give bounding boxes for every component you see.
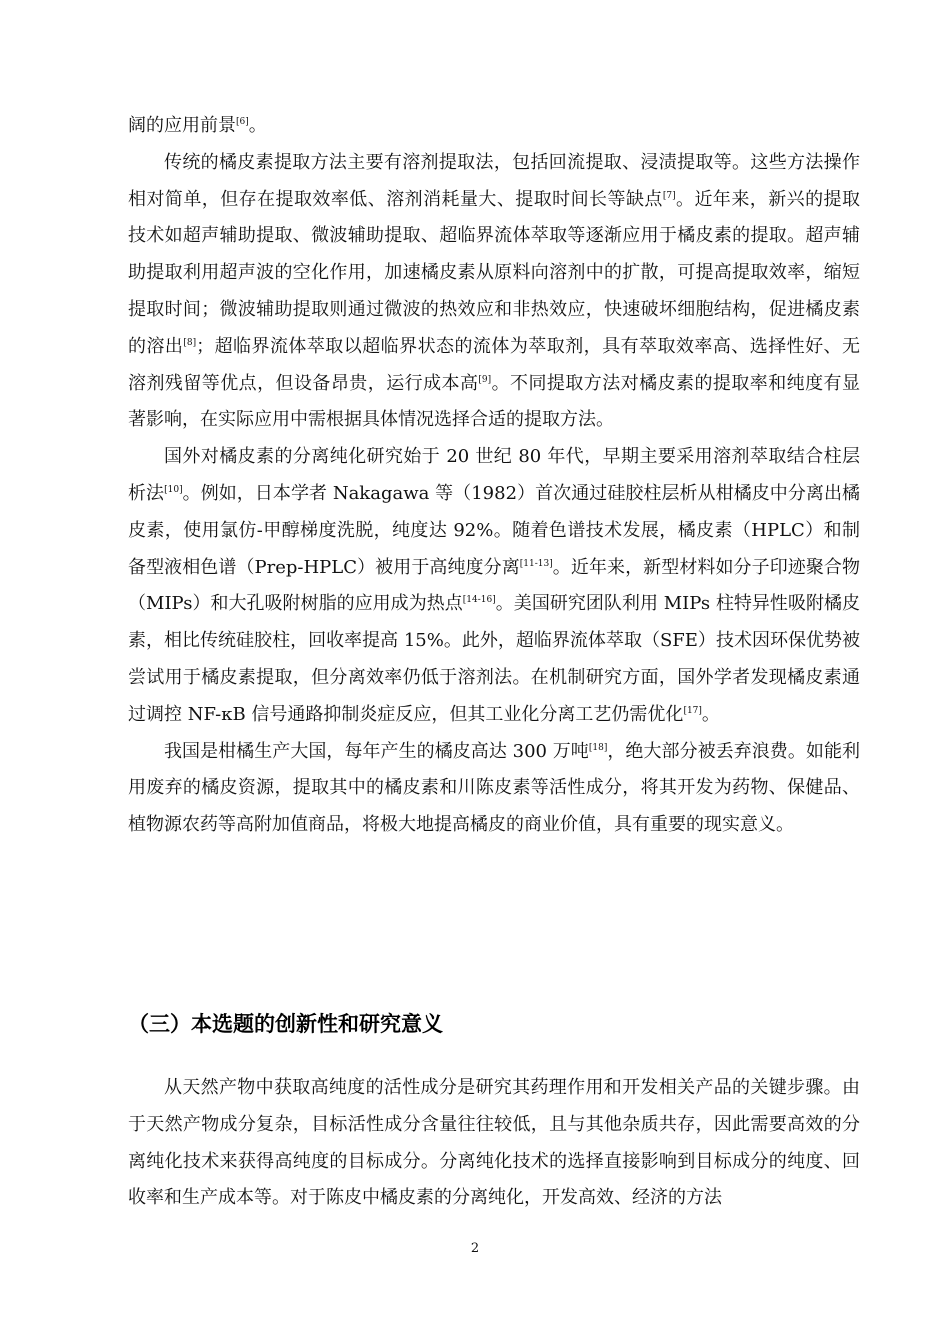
paragraph-p3 xyxy=(128,734,860,844)
text-run: 从天然产物中获取高纯度的活性成分是研究其药理作用和开发相关产品的关键步骤。由于天然产物成分复杂，目标活性成分含量往往较低，且与其他杂质共存，因此需要高效的分离纯化技术来获得高纯度的目标成分。分离纯化技术的选择直接影响到目标成分的纯度、回收率和生产成本等。对于陈皮中橘皮素的分离纯化，开发高效、经济的方法 xyxy=(128,1077,860,1209)
paragraph-p0 xyxy=(128,108,860,145)
citation-ref: [8] xyxy=(183,337,197,348)
text-run: 。近年来，新兴的提取技术如超声辅助提取、微波辅助提取、超临界流体萃取等逐渐应用于橘皮素的提取。超声辅助提取利用超声波的空化作用，加速橘皮素从原料向溶剂中的扩散，可提高提取效率，缩短提取时间；微波辅助提取则通过微波的热效应和非热效应，快速破坏细胞结构，促进橘皮素的溶出 xyxy=(128,188,861,357)
page-number: 2 xyxy=(470,1241,480,1256)
text-run: 。近年来，新型材料如分子印迹聚合物（MIPs）和大孔吸附树脂的应用成为热点 xyxy=(128,556,860,615)
citation-ref: [9] xyxy=(478,374,492,385)
text-run: 阔的应用前景 xyxy=(128,115,236,136)
text-run: 国外对橘皮素的分离纯化研究始于 20 世纪 80 年代，早期主要采用溶剂萃取结合柱层析法 xyxy=(128,446,860,504)
body-text-bottom xyxy=(128,1070,860,1217)
text-run: 传统的橘皮素提取方法主要有溶剂提取法，包括回流提取、浸渍提取等。这些方法操作相对简单，但存在提取效率低、溶剂消耗量大、提取时间长等缺点 xyxy=(128,151,860,210)
citation-ref: [17] xyxy=(683,705,702,716)
citation-ref: [18] xyxy=(588,742,608,753)
body-text-top xyxy=(128,108,860,844)
text-run: 我国是柑橘生产大国，每年产生的橘皮高达 300 万吨 xyxy=(164,740,589,762)
paragraph-p2 xyxy=(128,439,860,733)
text-run: ；超临界流体萃取以超临界状态的流体为萃取剂，具有萃取效率高、选择性好、无溶剂残留等优点，但设备昂贵，运行成本高 xyxy=(128,335,861,394)
citation-ref: [10] xyxy=(164,484,183,495)
text-run: 。例如，日本学者 Nakagawa 等（1982）首次通过硅胶柱层析从柑橘皮中分离出橘皮素，使用氯仿-甲醇梯度洗脱，纯度达 92%。随着色谱技术发展，橘皮素（HPLC）和制备型液相色谱（Prep-HPLC）被用于高纯度分离 xyxy=(128,482,861,578)
text-run: 。不同提取方法对橘皮素的提取率和纯度有显著影响，在实际应用中需根据具体情况选择合适的提取方法。 xyxy=(128,372,861,431)
text-run: ，绝大部分被丢弃浪费。如能利用废弃的橘皮资源，提取其中的橘皮素和川陈皮素等活性成分，将其开发为药物、保健品、植物源农药等高附加值商品，将极大地提高橘皮的商业价值，具有重要的现实意义。 xyxy=(128,740,860,836)
text-run: 。 xyxy=(248,115,267,136)
text-run: 。美国研究团队利用 MIPs 柱特异性吸附橘皮素，相比传统硅胶柱，回收率提高 15%。此外，超临界流体萃取（SFE）技术因环保优势被尝试用于橘皮素提取，但分离效率仍低于溶剂法。在机制研究方面，国外学者发现橘皮素通过调控 NF-κB 信号通路抑制炎症反应，但其工业化分离工艺仍需优化 xyxy=(128,593,861,725)
paragraph-p4 xyxy=(128,1070,860,1217)
section-heading: （三）本选题的创新性和研究意义 xyxy=(128,1012,443,1036)
citation-ref: [14-16] xyxy=(462,595,496,606)
citation-ref: [11-13] xyxy=(519,558,553,569)
paragraph-p1 xyxy=(128,145,860,439)
text-run: 。 xyxy=(701,703,720,725)
citation-ref: [6] xyxy=(236,117,249,127)
citation-ref: [7] xyxy=(662,190,676,201)
